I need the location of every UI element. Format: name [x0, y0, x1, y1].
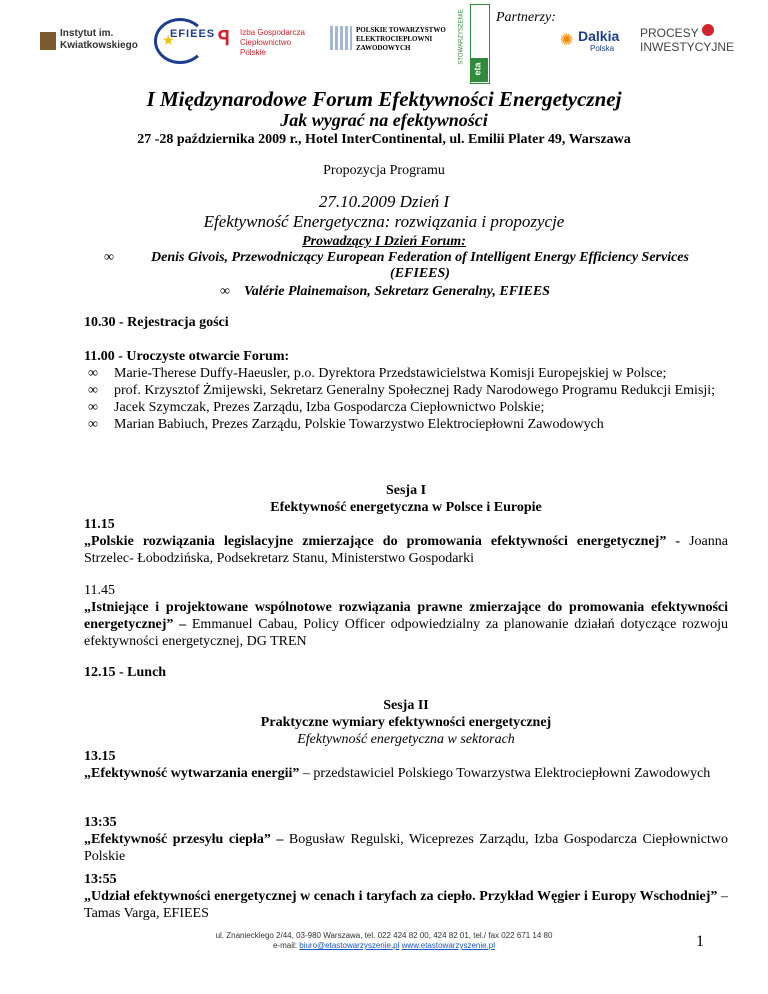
bullet-icon: ∞: [88, 366, 98, 381]
program-label: Propozycja Programu: [323, 163, 445, 178]
kwiatkowski-logo-text: Instytut im. Kwiatkowskiego: [60, 28, 138, 51]
dalkia-logo-subtext: Polska: [590, 44, 615, 53]
list-item: ∞ Marie-Therese Duffy-Haeusler, p.o. Dyrektora Przedstawicielstwa Komisji Europejskiej w Polsce;: [88, 366, 667, 381]
host-item: Denis Givois, Przewodniczący European Federation of Intelligent Energy Efficiency Services (EFIEES): [151, 250, 689, 281]
session1-title: Efektywność energetyczna w Polsce i Europie: [270, 500, 542, 515]
agenda-time: 13.15: [84, 749, 116, 764]
igcp-logo-line: Izba Gospodarcza: [240, 28, 305, 37]
partners-label: Partnerzy:: [496, 10, 556, 25]
ptez-logo: [330, 24, 450, 54]
footer-email-label: e-mail:: [272, 941, 297, 950]
session1-label: Sesja I: [385, 483, 427, 498]
host-item: Valérie Plainemaison, Sekretarz Generalny, EFIEES: [244, 284, 550, 299]
ptez-logo-line: ELEKTROCIEPŁOWNI: [356, 35, 433, 43]
eta-logo: [458, 4, 488, 84]
list-item: ∞ Jacek Szymczak, Prezes Zarządu, Izba Gospodarcza Ciepłownictwo Polskie;: [88, 400, 545, 415]
registration-item: 10.30 - Rejestracja gości: [84, 315, 229, 330]
logo-bar: [0, 0, 768, 92]
ptez-grid-icon: [330, 26, 352, 50]
session2-label: Sesja II: [383, 698, 429, 713]
igcp-logo: [218, 26, 318, 57]
dalkia-sun-icon: ✺: [560, 32, 574, 49]
igcp-logo-line: Ciepłownictwo Polskie: [240, 38, 292, 57]
session2-subtitle: Efektywność energetyczna w sektorach: [297, 732, 515, 747]
list-item: ∞ Marian Babiuch, Prezes Zarządu, Polskie Towarzystwo Elektrociepłowni Zawodowych: [88, 417, 604, 432]
igcp-mark-icon: ꟼ: [218, 28, 231, 50]
ptez-logo-line: POLSKIE TOWARZYSTWO: [356, 26, 446, 34]
dalkia-logo: [560, 26, 630, 54]
host-label: Prowadzący I Dzień Forum:: [302, 234, 466, 249]
agenda-item-1115: „Polskie rozwiązania legislacyjne zmierzające do promowania efektywności energetycznej” - Joanna Strzelec- Łobodzińska, Podsekretarz Stanu, Ministerstwo Gospodarki: [84, 534, 728, 566]
agenda-item-1335: „Efektywność przesyłu ciepła” – Bogusław Regulski, Wiceprezes Zarządu, Izba Gospodarcza Ciepłownictwo Polskie: [84, 832, 728, 864]
dalkia-logo-text: Dalkia: [578, 28, 620, 44]
list-item: ∞ prof. Krzysztof Żmijewski, Sekretarz Generalny Społecznej Rady Narodowego Programu Redukcji Emisji;: [88, 383, 716, 398]
bullet-icon: ∞: [88, 417, 98, 432]
bullet-icon: ∞: [104, 250, 114, 265]
bullet-icon: ∞: [88, 383, 98, 398]
efiees-logo: [150, 14, 220, 62]
day-title: Efektywność Energetyczna: rozwiązania i propozycje: [203, 212, 565, 231]
day-heading: 27.10.2009 Dzień I: [318, 192, 450, 211]
procesy-logo-line: PROCESY: [640, 26, 699, 40]
kwiatkowski-mark-icon: [40, 32, 56, 50]
page-number: 1: [696, 933, 704, 950]
efiees-logo-text: EFIEES: [170, 28, 216, 40]
footer-website-link[interactable]: www.etastowarzyszenie.pl: [401, 941, 496, 950]
lunch-item: 12.15 - Lunch: [84, 665, 167, 680]
efiees-star-icon: ★: [162, 32, 175, 48]
agenda-time: 11.45: [84, 583, 115, 598]
opening-heading: 11.00 - Uroczyste otwarcie Forum:: [84, 349, 290, 364]
agenda-item-1145: „Istniejące i projektowane wspólnotowe rozwiązania prawne zmierzające do promowania efektywności energetycznej” – Emmanuel Cabau, Policy Officer odpowiedzialny za planowanie działań dotyczące rozwoju efektywności energetycznej, DG TREN: [84, 600, 728, 649]
agenda-time: 11.15: [84, 517, 115, 532]
procesy-logo: [640, 22, 735, 58]
eta-mark-text: eta: [472, 62, 483, 76]
opening-speakers-list: [84, 365, 728, 433]
agenda-time: 13:35: [84, 815, 117, 830]
bullet-icon: ∞: [220, 284, 230, 299]
bullet-icon: ∞: [88, 400, 98, 415]
agenda-time: 13:55: [84, 872, 117, 887]
eta-logo-text: STOWARZYSZENIE: [458, 9, 465, 65]
footer: [0, 931, 768, 951]
forum-subtitle: Jak wygrać na efektywności: [280, 110, 488, 130]
footer-address: ul. Znanieckiego 2/44, 03-980 Warszawa, tel. 022 424 82 00, 424 82 01, tel./ fax 022 671 14 80: [215, 931, 553, 940]
agenda-item-1355: „Udział efektywności energetycznej w cenach i taryfach za ciepło. Przykład Węgier i Europy Wschodniej” – Tamas Varga, EFIEES: [84, 889, 728, 921]
forum-title: I Międzynarodowe Forum Efektywności Energetycznej: [146, 87, 622, 111]
procesy-logo-line: INWESTYCYJNE: [640, 40, 735, 54]
agenda-item-1315: „Efektywność wytwarzania energii” – przedstawiciel Polskiego Towarzystwa Elektrociepłowni Zawodowych: [84, 766, 711, 781]
date-place: 27 -28 października 2009 r., Hotel InterContinental, ul. Emilii Plater 49, Warszawa: [137, 132, 631, 147]
session2-title: Praktyczne wymiary efektywności energetycznej: [260, 715, 552, 730]
ptez-logo-line: ZAWODOWYCH: [356, 44, 411, 52]
footer-email-link[interactable]: biuro@etastowarzyszenie.pl: [299, 941, 400, 950]
kwiatkowski-logo: [40, 22, 138, 58]
